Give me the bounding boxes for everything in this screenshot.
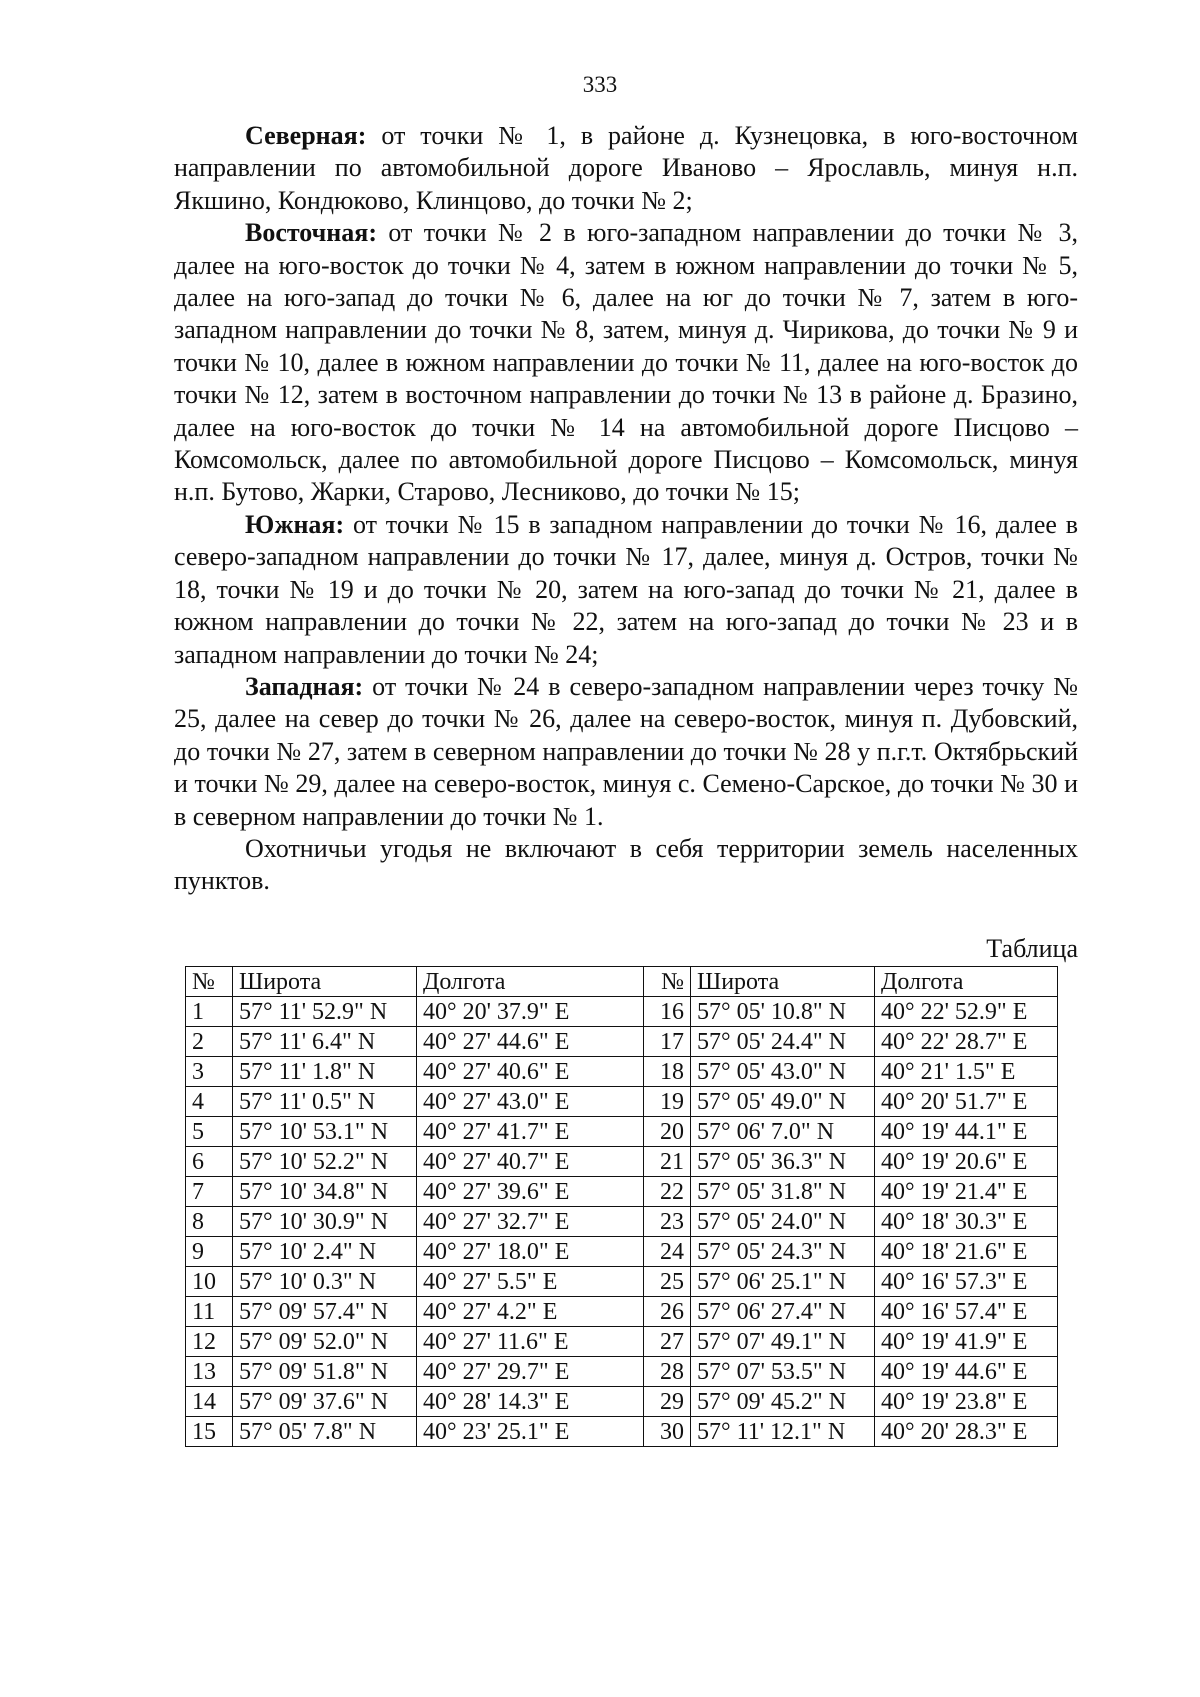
cell-latitude: 57° 11' 6.4" N [233,1027,417,1057]
paragraph-text: от точки № 1, в районе д. Кузнецовка, в юго-восточном направлении по автомобильной дороге Иваново – Ярославль, минуя н.п. Якшино, Кондюково, Клинцово, до точки № 2; [174,121,1078,215]
cell-latitude: 57° 05' 24.3" N [691,1237,875,1267]
table-row [186,1417,1058,1447]
cell-longitude: 40° 18' 21.6" E [875,1237,1058,1267]
cell-longitude: 40° 20' 37.9" E [417,997,644,1027]
cell-latitude: 57° 05' 31.8" N [691,1177,875,1207]
cell-number: 20 [644,1117,691,1147]
table-row [186,1207,1058,1237]
cell-latitude: 57° 09' 52.0" N [233,1327,417,1357]
table-row [186,1387,1058,1417]
cell-longitude: 40° 19' 44.6" E [875,1357,1058,1387]
cell-number: 6 [186,1147,233,1177]
cell-longitude: 40° 27' 40.7" E [417,1147,644,1177]
cell-number: 4 [186,1087,233,1117]
paragraph-east-boundary [174,217,1078,509]
table-row [186,1237,1058,1267]
cell-longitude: 40° 19' 41.9" E [875,1327,1058,1357]
cell-number: 7 [186,1177,233,1207]
cell-longitude: 40° 27' 41.7" E [417,1117,644,1147]
cell-number: 5 [186,1117,233,1147]
cell-number: 30 [644,1417,691,1447]
cell-number: 11 [186,1297,233,1327]
cell-longitude: 40° 20' 51.7" E [875,1087,1058,1117]
cell-latitude: 57° 06' 27.4" N [691,1297,875,1327]
table-row [186,1297,1058,1327]
paragraph-north-boundary [174,120,1078,217]
cell-latitude: 57° 10' 34.8" N [233,1177,417,1207]
table-body [186,997,1058,1447]
cell-latitude: 57° 05' 43.0" N [691,1057,875,1087]
cell-number: 16 [644,997,691,1027]
cell-latitude: 57° 05' 10.8" N [691,997,875,1027]
paragraph-text: Охотничьи угодья не включают в себя территории земель населенных пунктов. [174,833,1078,896]
page-number: 333 [582,72,618,97]
table-row [186,1027,1058,1057]
cell-number: 21 [644,1147,691,1177]
table-row [186,1327,1058,1357]
cell-number: 26 [644,1297,691,1327]
table-row [186,997,1058,1027]
cell-latitude: 57° 09' 37.6" N [233,1387,417,1417]
cell-number: 19 [644,1087,691,1117]
cell-number: 2 [186,1027,233,1057]
cell-latitude: 57° 10' 52.2" N [233,1147,417,1177]
header-longitude: Долгота [875,967,1058,997]
cell-latitude: 57° 10' 2.4" N [233,1237,417,1267]
cell-number: 8 [186,1207,233,1237]
cell-latitude: 57° 05' 7.8" N [233,1417,417,1447]
cell-longitude: 40° 19' 21.4" E [875,1177,1058,1207]
cell-longitude: 40° 22' 52.9" E [875,997,1058,1027]
cell-longitude: 40° 27' 39.6" E [417,1177,644,1207]
paragraph-text: от точки № 2 в юго-западном направлении до точки № 3, далее на юго-восток до точки № 4, затем в южном направлении до точки № 5, далее на юго-запад до точки № 6, далее на юг до точки № 7, затем в юго-западном направлении до точки № 8, затем, минуя д. Чирикова, до точки № 9 и точки № 10, далее в южном направлении до точки № 11, далее на юго-восток до точки № 12, затем в восточном направлении до точки № 13 в районе д. Бразино, далее на юго-восток до точки № 14 на автомобильной дороге Писцово – Комсомольск, далее по автомобильной дороге Писцово – Комсомольск, минуя н.п. Бутово, Жарки, Старово, Лесниково, до точки № 15; [174,218,1078,507]
cell-latitude: 57° 11' 1.8" N [233,1057,417,1087]
cell-latitude: 57° 07' 49.1" N [691,1327,875,1357]
table-row [186,1267,1058,1297]
cell-latitude: 57° 07' 53.5" N [691,1357,875,1387]
cell-longitude: 40° 19' 20.6" E [875,1147,1058,1177]
header-number: № [644,967,691,997]
paragraph-title: Западная: [245,671,364,701]
table-row [186,1087,1058,1117]
table-row [186,1147,1058,1177]
cell-number: 18 [644,1057,691,1087]
cell-latitude: 57° 09' 45.2" N [691,1387,875,1417]
coordinates-table [185,966,1058,1447]
header-latitude: Широта [233,967,417,997]
cell-number: 10 [186,1267,233,1297]
cell-longitude: 40° 27' 11.6" E [417,1327,644,1357]
cell-latitude: 57° 10' 0.3" N [233,1267,417,1297]
paragraph-text: от точки № 15 в западном направлении до точки № 16, далее в северо-западном направлении до точки № 17, далее, минуя д. Остров, точки № 18, точки № 19 и до точки № 20, затем на юго-запад до точки № 21, далее в южном направлении до точки № 22, затем на юго-запад до точки № 23 и в западном направлении до точки № 24; [174,509,1078,669]
cell-latitude: 57° 10' 30.9" N [233,1207,417,1237]
cell-longitude: 40° 19' 23.8" E [875,1387,1058,1417]
paragraph-title: Южная: [245,509,345,539]
cell-longitude: 40° 27' 40.6" E [417,1057,644,1087]
cell-longitude: 40° 21' 1.5" E [875,1057,1058,1087]
cell-longitude: 40° 18' 30.3" E [875,1207,1058,1237]
cell-longitude: 40° 20' 28.3" E [875,1417,1058,1447]
cell-longitude: 40° 28' 14.3" E [417,1387,644,1417]
body-text [174,120,1078,898]
cell-number: 23 [644,1207,691,1237]
header-number: № [186,967,233,997]
table-header-row [186,967,1058,997]
cell-latitude: 57° 05' 24.4" N [691,1027,875,1057]
cell-number: 25 [644,1267,691,1297]
cell-latitude: 57° 05' 36.3" N [691,1147,875,1177]
cell-number: 24 [644,1237,691,1267]
cell-number: 9 [186,1237,233,1267]
table-row [186,1357,1058,1387]
paragraph-exclusion-note [174,833,1078,898]
cell-longitude: 40° 19' 44.1" E [875,1117,1058,1147]
cell-number: 1 [186,997,233,1027]
cell-longitude: 40° 23' 25.1" E [417,1417,644,1447]
cell-number: 15 [186,1417,233,1447]
table-row [186,1057,1058,1087]
cell-number: 13 [186,1357,233,1387]
cell-latitude: 57° 09' 51.8" N [233,1357,417,1387]
table-row [186,1177,1058,1207]
cell-latitude: 57° 06' 25.1" N [691,1267,875,1297]
cell-number: 27 [644,1327,691,1357]
cell-longitude: 40° 16' 57.3" E [875,1267,1058,1297]
cell-latitude: 57° 10' 53.1" N [233,1117,417,1147]
cell-latitude: 57° 11' 12.1" N [691,1417,875,1447]
cell-latitude: 57° 06' 7.0" N [691,1117,875,1147]
cell-longitude: 40° 22' 28.7" E [875,1027,1058,1057]
paragraph-title: Северная: [245,121,367,150]
cell-longitude: 40° 27' 32.7" E [417,1207,644,1237]
cell-number: 17 [644,1027,691,1057]
cell-latitude: 57° 09' 57.4" N [233,1297,417,1327]
cell-longitude: 40° 27' 44.6" E [417,1027,644,1057]
paragraph-west-boundary [174,671,1078,833]
header-latitude: Широта [691,967,875,997]
cell-longitude: 40° 16' 57.4" E [875,1297,1058,1327]
paragraph-title: Восточная: [245,218,378,248]
cell-latitude: 57° 05' 49.0" N [691,1087,875,1117]
cell-number: 22 [644,1177,691,1207]
cell-number: 12 [186,1327,233,1357]
cell-longitude: 40° 27' 29.7" E [417,1357,644,1387]
table-row [186,1117,1058,1147]
cell-number: 28 [644,1357,691,1387]
cell-longitude: 40° 27' 4.2" E [417,1297,644,1327]
cell-longitude: 40° 27' 18.0" E [417,1237,644,1267]
table-caption: Таблица [986,934,1078,963]
paragraph-south-boundary [174,509,1078,671]
cell-number: 3 [186,1057,233,1087]
cell-latitude: 57° 11' 0.5" N [233,1087,417,1117]
cell-latitude: 57° 05' 24.0" N [691,1207,875,1237]
cell-number: 14 [186,1387,233,1417]
paragraph-text: от точки № 24 в северо-западном направлении через точку № 25, далее на север до точки № 26, далее на северо-восток, минуя п. Дубовский, до точки № 27, затем в северном направлении до точки № 28 у п.г.т. Октябрьский и точки № 29, далее на северо-восток, минуя с. Семено-Сарское, до точки № 30 и в северном направлении до точки № 1. [174,671,1078,831]
cell-longitude: 40° 27' 5.5" E [417,1267,644,1297]
cell-longitude: 40° 27' 43.0" E [417,1087,644,1117]
cell-number: 29 [644,1387,691,1417]
cell-latitude: 57° 11' 52.9" N [233,997,417,1027]
header-longitude: Долгота [417,967,644,997]
